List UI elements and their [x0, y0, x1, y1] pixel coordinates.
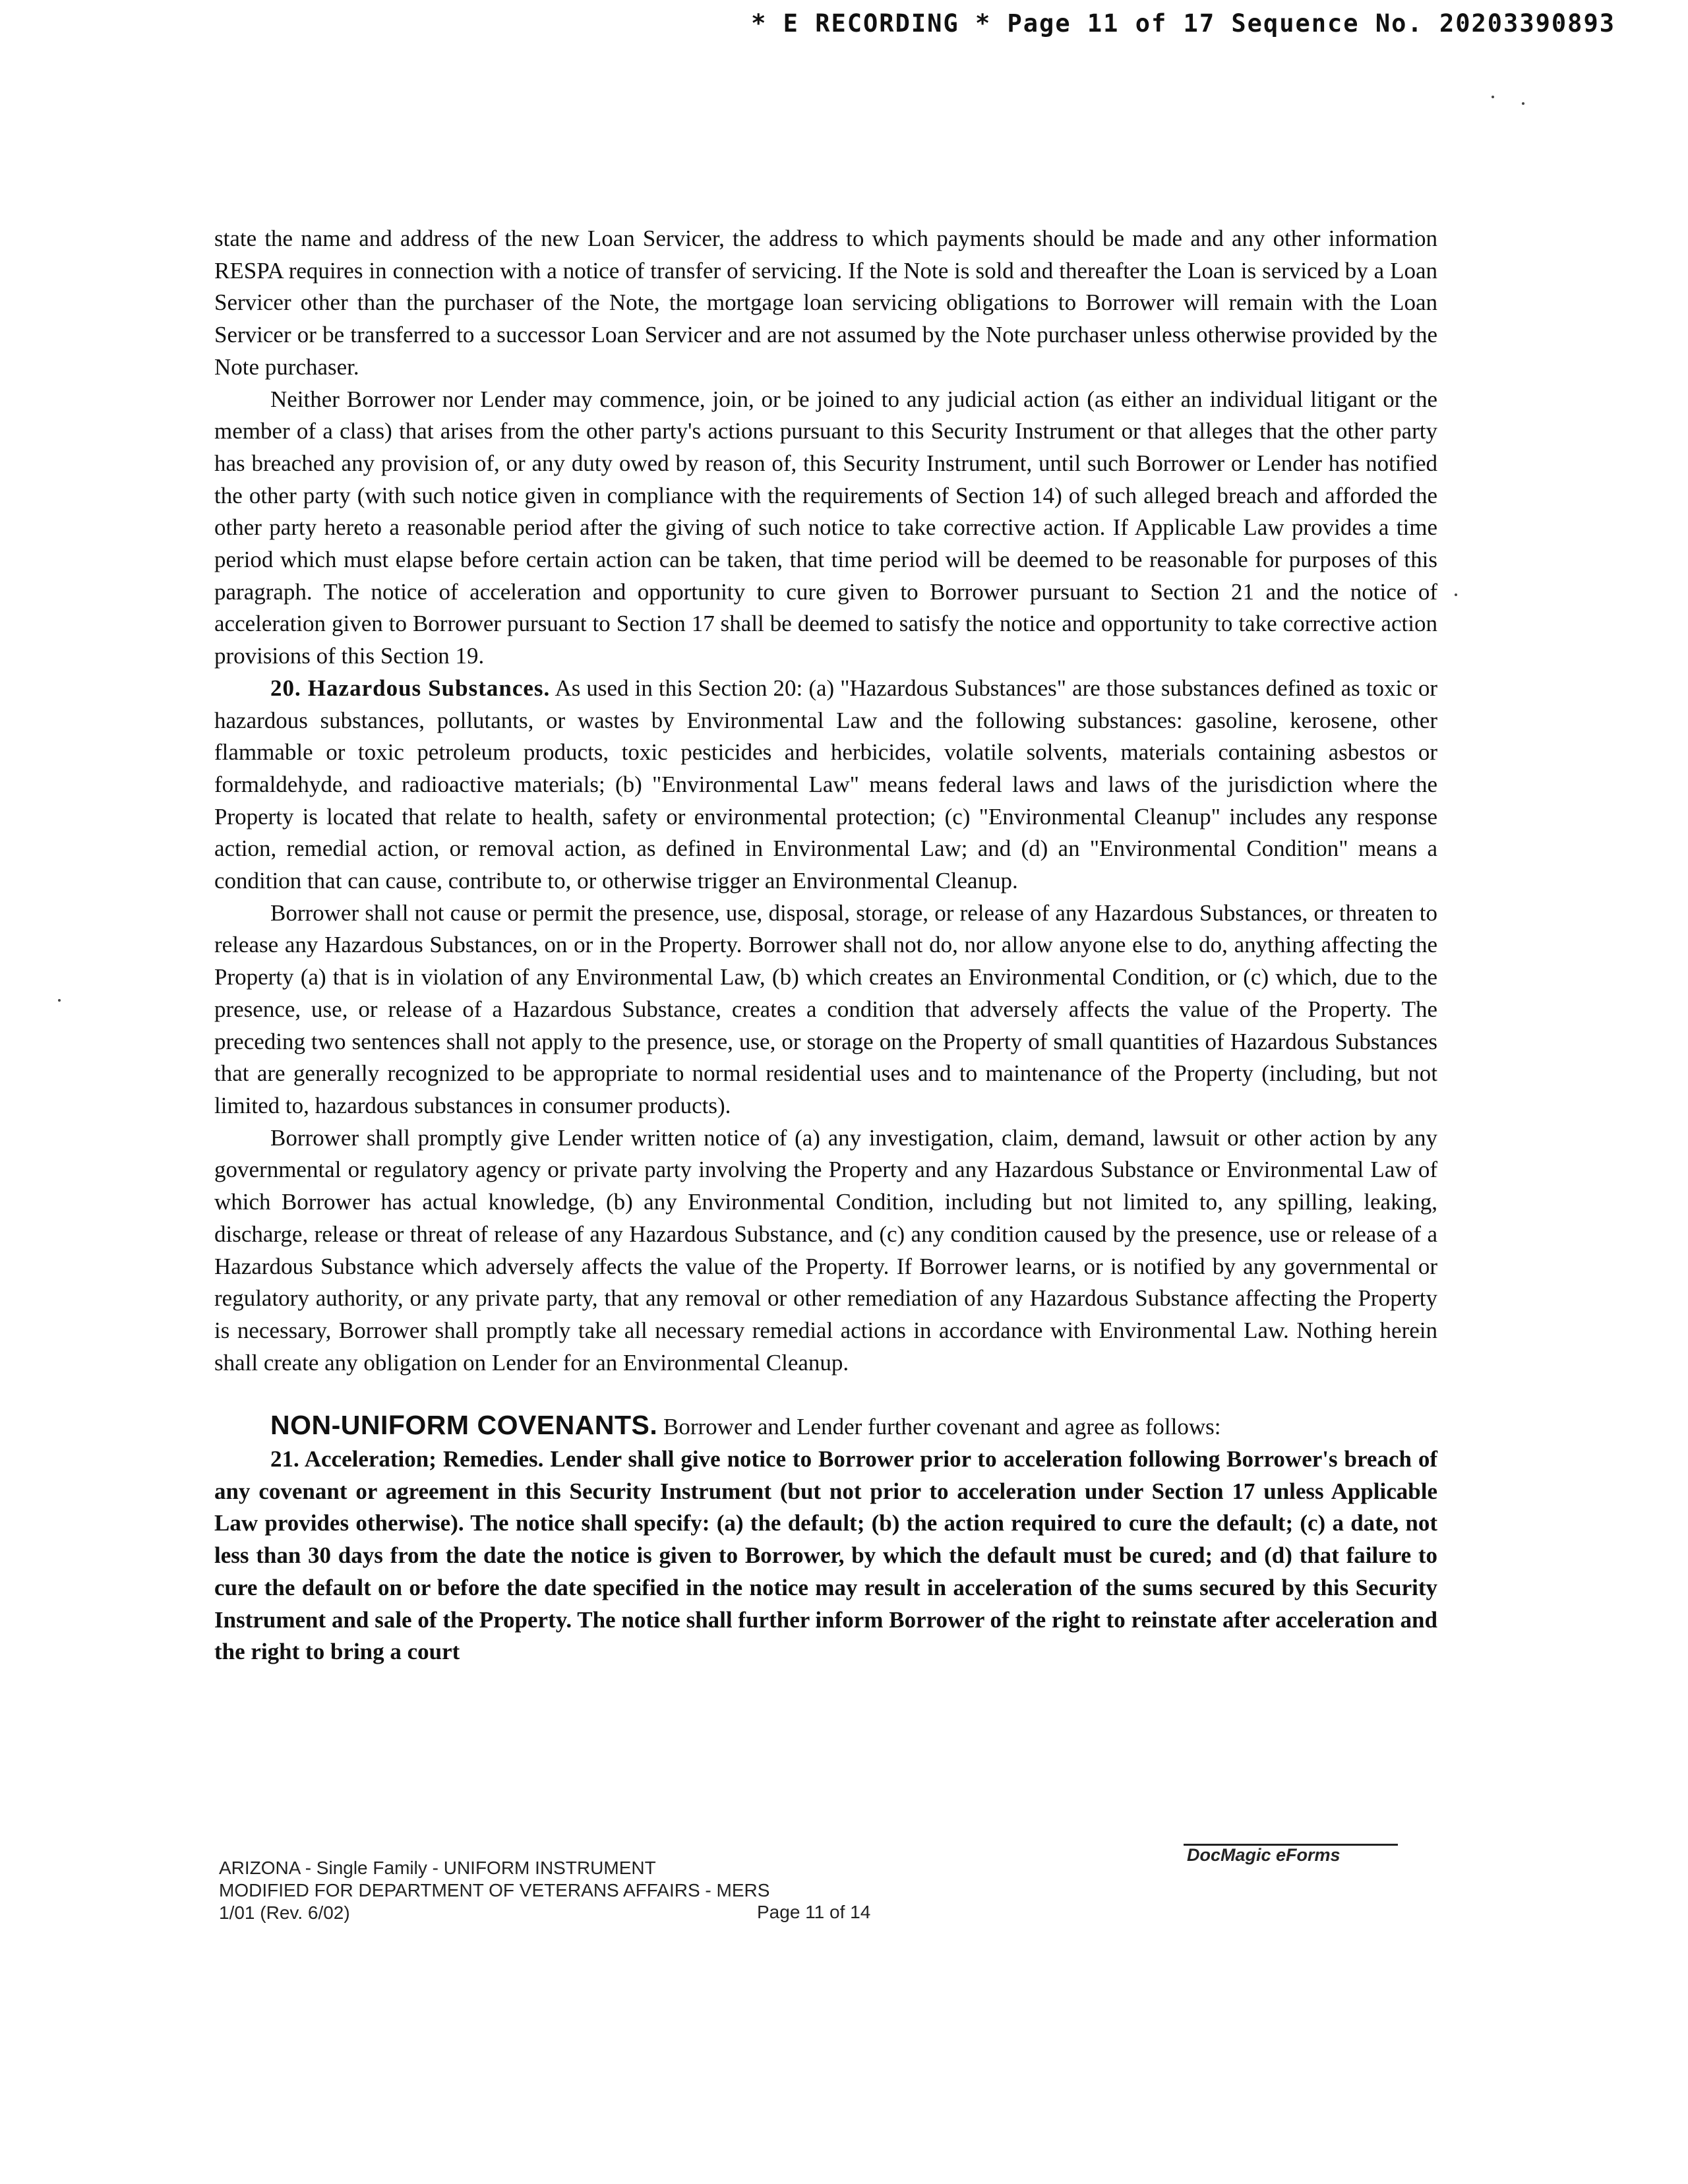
- paragraph-section-21: 21. Acceleration; Remedies. Lender shall give notice to Borrower prior to acceleration following Borrower's breach of any covenant or agreement in this Security Instrument (but not prior to acceleration under Section 17 unless Applicable Law provides otherwise). The notice shall specify: (a) the default; (b) the action required to cure the default; (c) a date, not less than 30 days from the date the notice is given to Borrower, by which the default must be cured; and (d) that failure to cure the default on or before the date specified in the notice may result in acceleration of the sums secured by this Security Instrument and sale of the Property. The notice shall further inform Borrower of the right to reinstate after acceleration and the right to bring a court: [214, 1446, 1437, 1665]
- section-20-title: 20. Hazardous Substances.: [270, 675, 551, 701]
- spacer: [214, 1379, 1437, 1409]
- paragraph-hazardous-prohibition: Borrower shall not cause or permit the presence, use, disposal, storage, or release of any Hazardous Substances, or threaten to release any Hazardous Substances, on or in the Property. Borrower shall not do, nor allow anyone else to do, anything affecting the Property (a) that is in violation of any Environmental Law, (b) which creates an Environmental Condition, or (c) which, due to the presence, use, or release of a Hazardous Substance, creates a condition that adversely affects the value of the Property. The preceding two sentences shall not apply to the presence, use, or storage on the Property of small quantities of Hazardous Substances that are generally recognized to be appropriate to normal residential uses and to maintenance of the Property (including, but not limited to, hazardous substances in consumer products).: [214, 899, 1437, 1118]
- footer-line-2: MODIFIED FOR DEPARTMENT OF VETERANS AFFAIRS - MERS: [219, 1880, 770, 1900]
- paragraph-section-20: [214, 673, 1437, 897]
- paragraph-servicer-transfer: state the name and address of the new Loan Servicer, the address to which payments should be made and any other information RESPA requires in connection with a notice of transfer of servicing. If the Note is sold and thereafter the Loan is serviced by a Loan Servicer other than the purchaser of the Note, the mortgage loan servicing obligations to Borrower will remain with the Loan Servicer or be transferred to a successor Loan Servicer and are not assumed by the Note purchaser unless otherwise provided by the Note purchaser.: [214, 226, 1437, 380]
- footer-page-number: Page 11 of 14: [757, 1902, 871, 1922]
- footer-line-3: 1/01 (Rev. 6/02): [219, 1902, 350, 1923]
- footer-line-1: ARIZONA - Single Family - UNIFORM INSTRUMENT: [219, 1858, 656, 1878]
- non-uniform-covenants-intro: Borrower and Lender further covenant and agree as follows:: [663, 1414, 1221, 1440]
- non-uniform-covenants-heading: NON-UNIFORM COVENANTS.: [270, 1410, 658, 1441]
- document-body: [214, 223, 1437, 1668]
- paragraph-non-uniform-covenants: [214, 1409, 1437, 1443]
- paragraph-notice-of-grievance: Neither Borrower nor Lender may commence, join, or be joined to any judicial action (as either an individual litigant or the member of a class) that arises from the other party's actions pursuant to this Security Instrument or that alleges that the other party has breached any provision of, or any duty owed by reason of, this Security Instrument, until such Borrower or Lender has notified the other party (with such notice given in compliance with the requirements of Section 14) of such alleged breach and afforded the other party hereto a reasonable period after the giving of such notice to take corrective action. If Applicable Law provides a time period which must elapse before certain action can be taken, that time period will be deemed to be reasonable for purposes of this paragraph. The notice of acceleration and opportunity to cure given to Borrower pursuant to Section 21 and the notice of acceleration given to Borrower pursuant to Section 17 shall be deemed to satisfy the notice and opportunity to take corrective action provisions of this Section 19.: [214, 386, 1437, 669]
- footer-form-info: [219, 1857, 769, 1924]
- section-20-text: As used in this Section 20: (a) "Hazardous Substances" are those substances defined as toxic or hazardous substances, pollutants, or wastes by Environmental Law and the following substances: gasoline, kerosene, other flammable or toxic petroleum products, toxic pesticides and herbicides, volatile solvents, materials containing asbestos or formaldehyde, and radioactive materials; (b) "Environmental Law" means federal laws and laws of the jurisdiction where the Property is located that relate to health, safety or environmental protection; (c) "Environmental Cleanup" includes any response action, remedial action, or removal action, as defined in Environmental Law; and (d) an "Environmental Condition" means a condition that can cause, contribute to, or otherwise trigger an Environmental Cleanup.: [214, 675, 1438, 894]
- scan-speck: [1455, 593, 1457, 596]
- footer-brand: DocMagic eForms: [1187, 1845, 1341, 1865]
- recording-header: * E RECORDING * Page 11 of 17 Sequence No. 20203390893: [751, 9, 1615, 38]
- paragraph-hazardous-notice: Borrower shall promptly give Lender written notice of (a) any investigation, claim, demand, lawsuit or other action by any governmental or regulatory agency or private party involving the Property and any Hazardous Substance or Environmental Law of which Borrower has actual knowledge, (b) any Environmental Condition, including but not limited to, any spilling, leaking, discharge, release or threat of release of any Hazardous Substance, and (c) any condition caused by the presence, use or release of a Hazardous Substance which adversely affects the value of the Property. If Borrower learns, or is notified by any governmental or regulatory authority, or any private party, that any removal or other remediation of any Hazardous Substance affecting the Property is necessary, Borrower shall promptly take all necessary remedial actions in accordance with Environmental Law. Nothing herein shall create any obligation on Lender for an Environmental Cleanup.: [214, 1124, 1437, 1376]
- scan-speck: [1492, 96, 1494, 98]
- scan-speck: [1522, 102, 1524, 105]
- scan-speck: [58, 999, 61, 1002]
